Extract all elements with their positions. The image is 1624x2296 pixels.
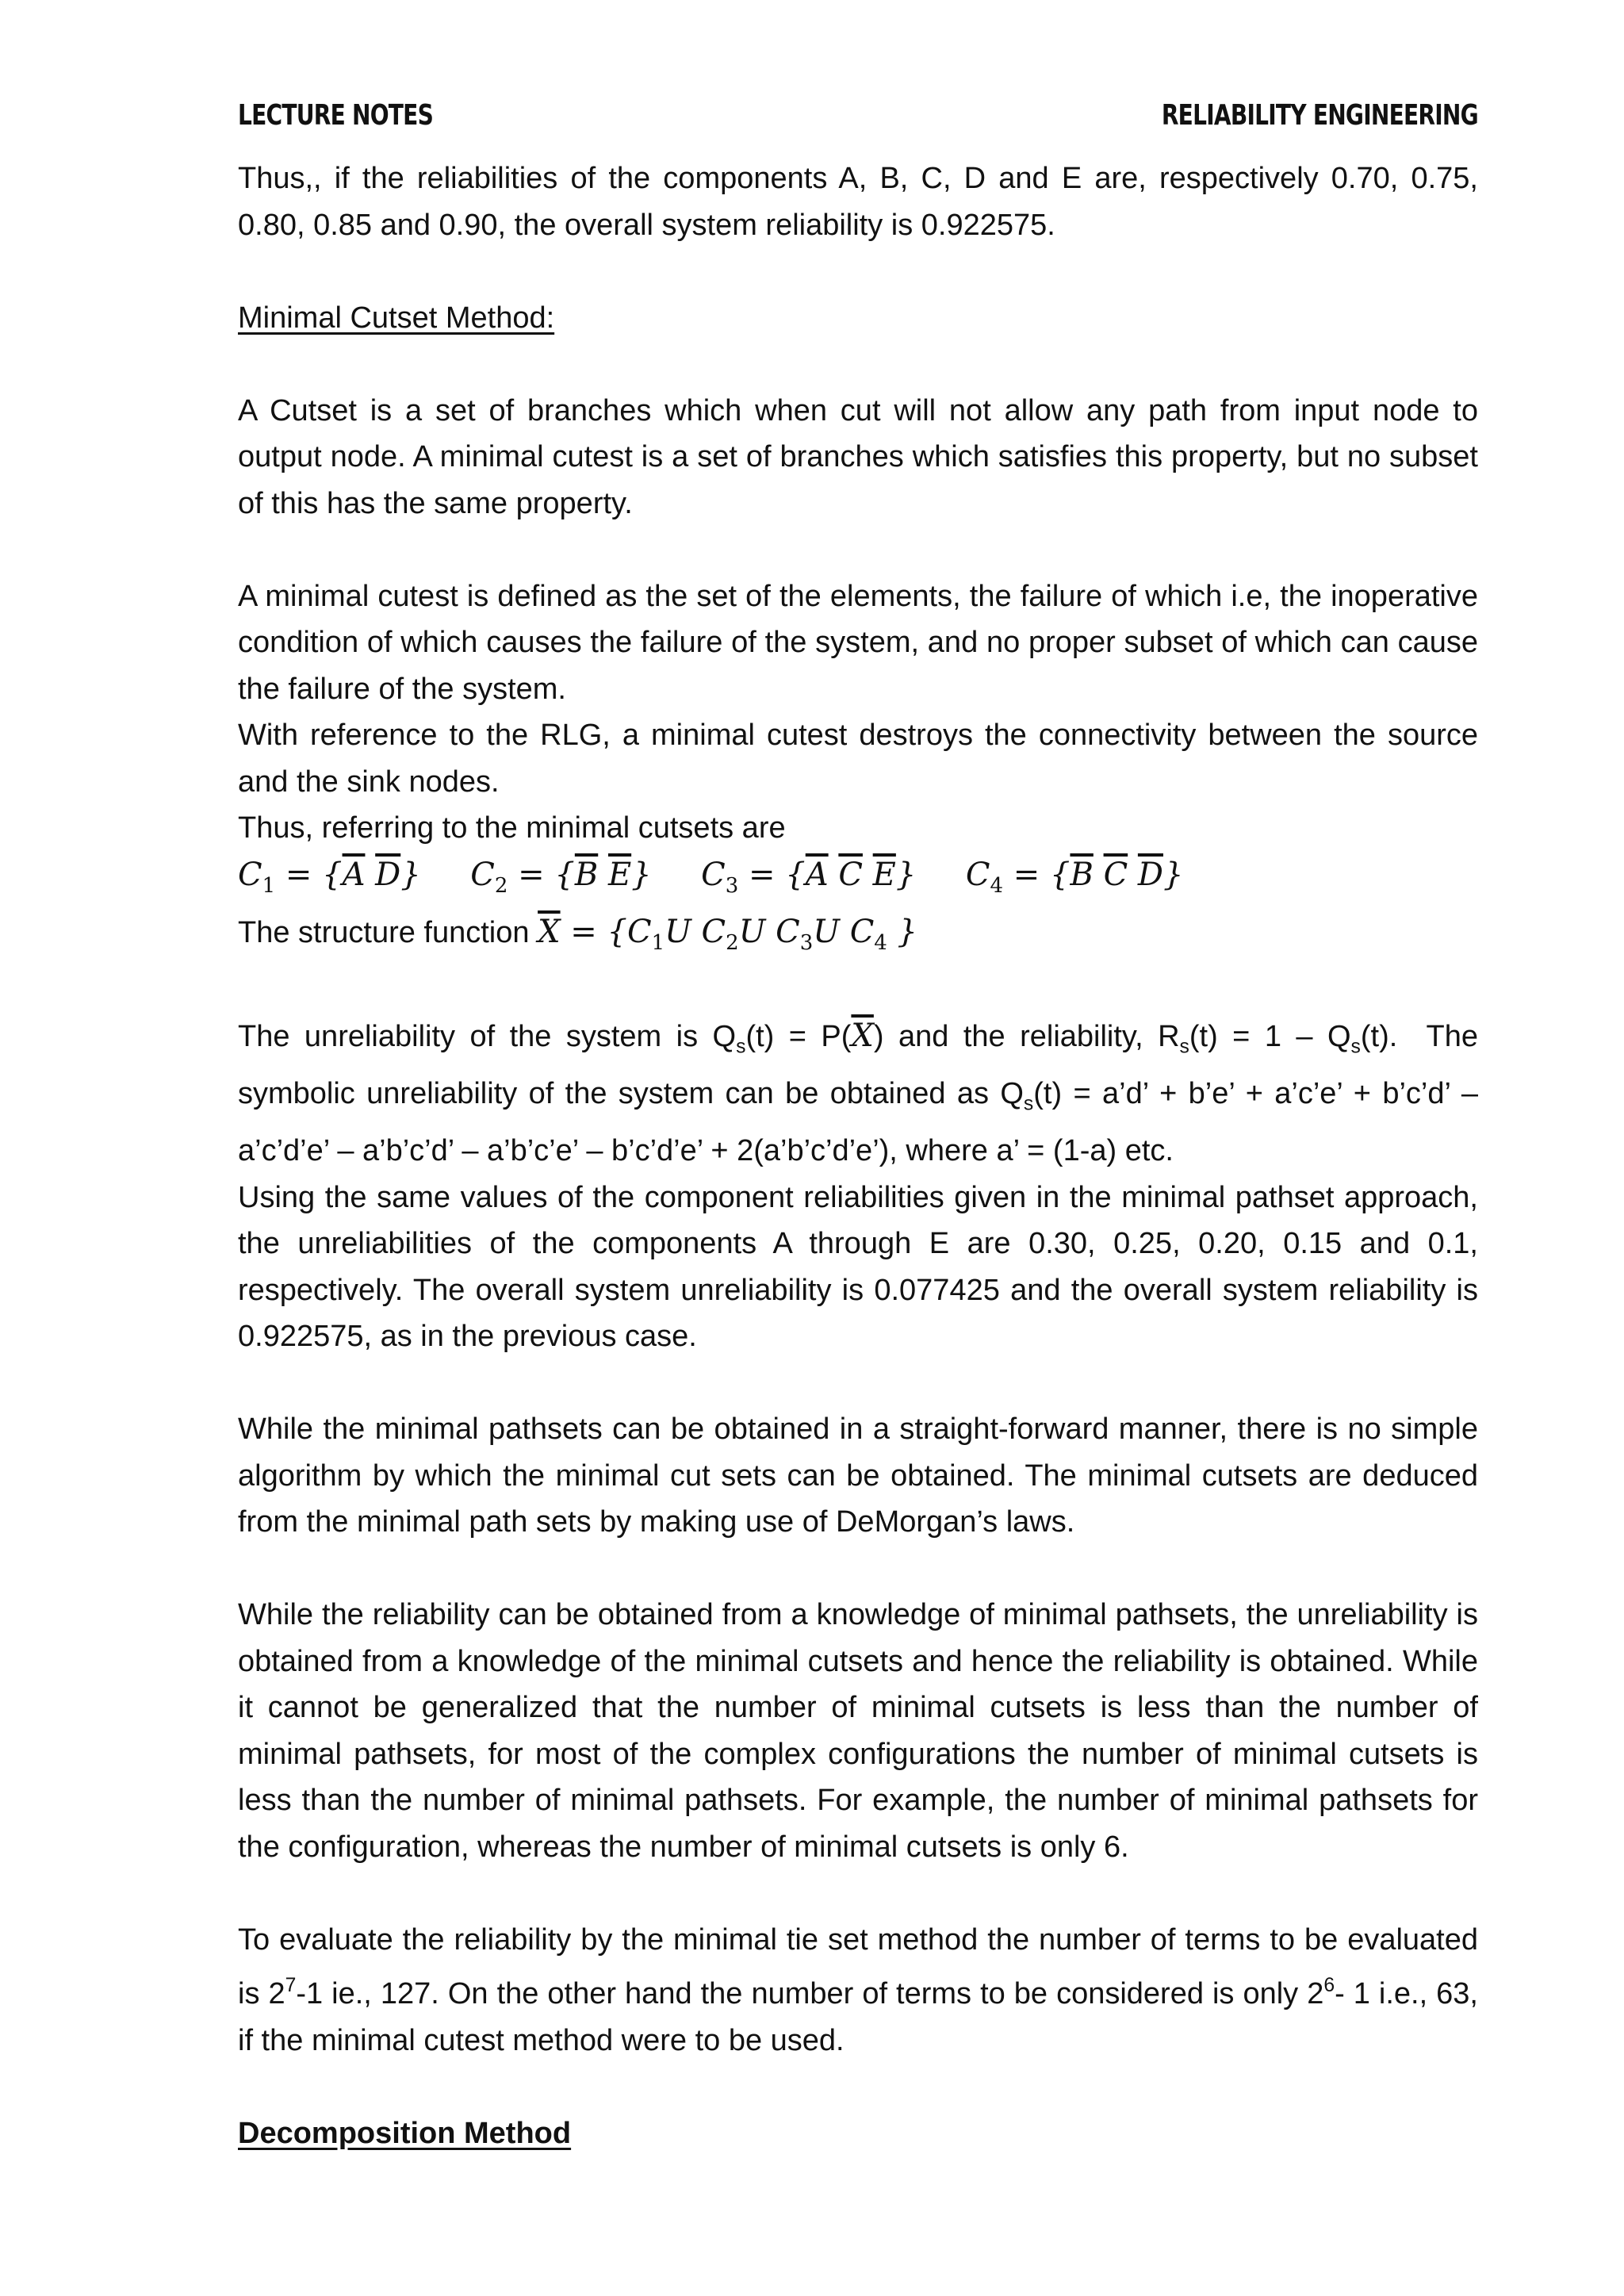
referring-line: Thus, referring to the minimal cutsets are: [238, 811, 786, 845]
intro-paragraph: Thus,, if the reliabilities of the components A, B, C, D and E are, respectively 0.70, 0.75, 0.80, 0.85 and 0.90, the overall system reliability is 0.922575.: [238, 162, 1478, 242]
cutset-3: $C_3 = \{\overline{A}$ $\overline{C}$ $\overline{E}$}: [701, 856, 917, 898]
minimal-cutset-definition-paragraph: A minimal cutest is defined as the set of the elements, the failure of which i.e, the inoperative condition of which causes the failure of the system, and no proper subset of which can cause the failure of the system.: [238, 579, 1478, 706]
evaluate-paragraph: To evaluate the reliability by the minimal tie set method the number of terms to be evaluated is $2^7-1$ ie., 127. On the other hand the number of terms to be considered is only $2^6-$ 1 i.e., 63, if the minimal cutest method were to be used.: [238, 1922, 1478, 2057]
heading-minimal-cutset-text: Minimal Cutset Method:: [238, 301, 555, 335]
document-body: [238, 155, 1478, 2156]
page-header: [238, 99, 1478, 139]
cutset-2: $C_2 = \{\overline{B}$ $\overline{E}$}: [470, 856, 652, 898]
reliability-knowledge-paragraph: While the reliability can be obtained from a knowledge of minimal pathsets, the unreliability is obtained from a knowledge of the minimal cutsets and hence the reliability is obtained. While it cannot be generalized that the number of minimal cutsets is less than the number of minimal pathsets, for most of the complex configurations the number of minimal cutsets is less than the number of minimal pathsets. For example, the number of minimal pathsets for the configuration, whereas the number of minimal cutsets is only 6.: [238, 1598, 1478, 1864]
same-values-paragraph: Using the same values of the component reliabilities given in the minimal pathset approach, the unreliabilities of the components A through E are 0.30, 0.25, 0.20, 0.15 and 0.1, respectively. The overall system unreliability is 0.077425 and the overall system reliability is 0.922575, as in the previous case.: [238, 1180, 1478, 1354]
cutsets-line: [238, 852, 1478, 910]
structure-function-line: [238, 909, 1478, 967]
header-left: LECTURE NOTES: [238, 99, 434, 132]
heading-decomposition: [238, 2110, 1478, 2157]
heading-decomposition-text: Decomposition Method: [238, 2116, 572, 2150]
pathsets-paragraph: While the minimal pathsets can be obtained in a straight-forward manner, there is no simple algorithm by which the minimal cut sets can be obtained. The minimal cutsets are deduced from the minimal path sets by making use of DeMorgan’s laws.: [238, 1412, 1478, 1539]
structure-function-expression: $\overline{X} = \{C_1U$ $C_2U$ $C_3U$ $C_4$ }: [538, 914, 918, 956]
cutset-1: $C_1 = \{\overline{A}$ $\overline{D}$}: [238, 856, 421, 898]
unreliability-paragraph: The unreliability of the system is $Q_s(t) = P(\overline{X})$ and the reliability, $R_s(t) = 1 - Q_s(t)$. The symbolic unreliability of the system can be obtained as $Q_s(t)$ = a’d’ + b’e’ + a’c’e’ + b’c’d’ – a’c’d’e’ – a’b’c’d’ – a’b’c’e’ – b’c’d’e’ + 2(a’b’c’d’e’), where a’ = (1-a) etc.: [238, 1018, 1479, 1168]
cutset-4: $C_4 = \{\overline{B}$ $\overline{C}$ $\overline{D}$}: [965, 856, 1184, 898]
header-right: RELIABILITY ENGINEERING: [1161, 99, 1478, 132]
rlg-paragraph: With reference to the RLG, a minimal cutest destroys the connectivity between the source and the sink nodes.: [238, 719, 1478, 799]
cutset-definition-paragraph: A Cutset is a set of branches which when cut will not allow any path from input node to output node. A minimal cutest is a set of branches which satisfies this property, but no subset of this has the same property.: [238, 393, 1478, 520]
structure-function-label: The structure function: [238, 916, 538, 950]
heading-minimal-cutset: [238, 295, 1478, 342]
